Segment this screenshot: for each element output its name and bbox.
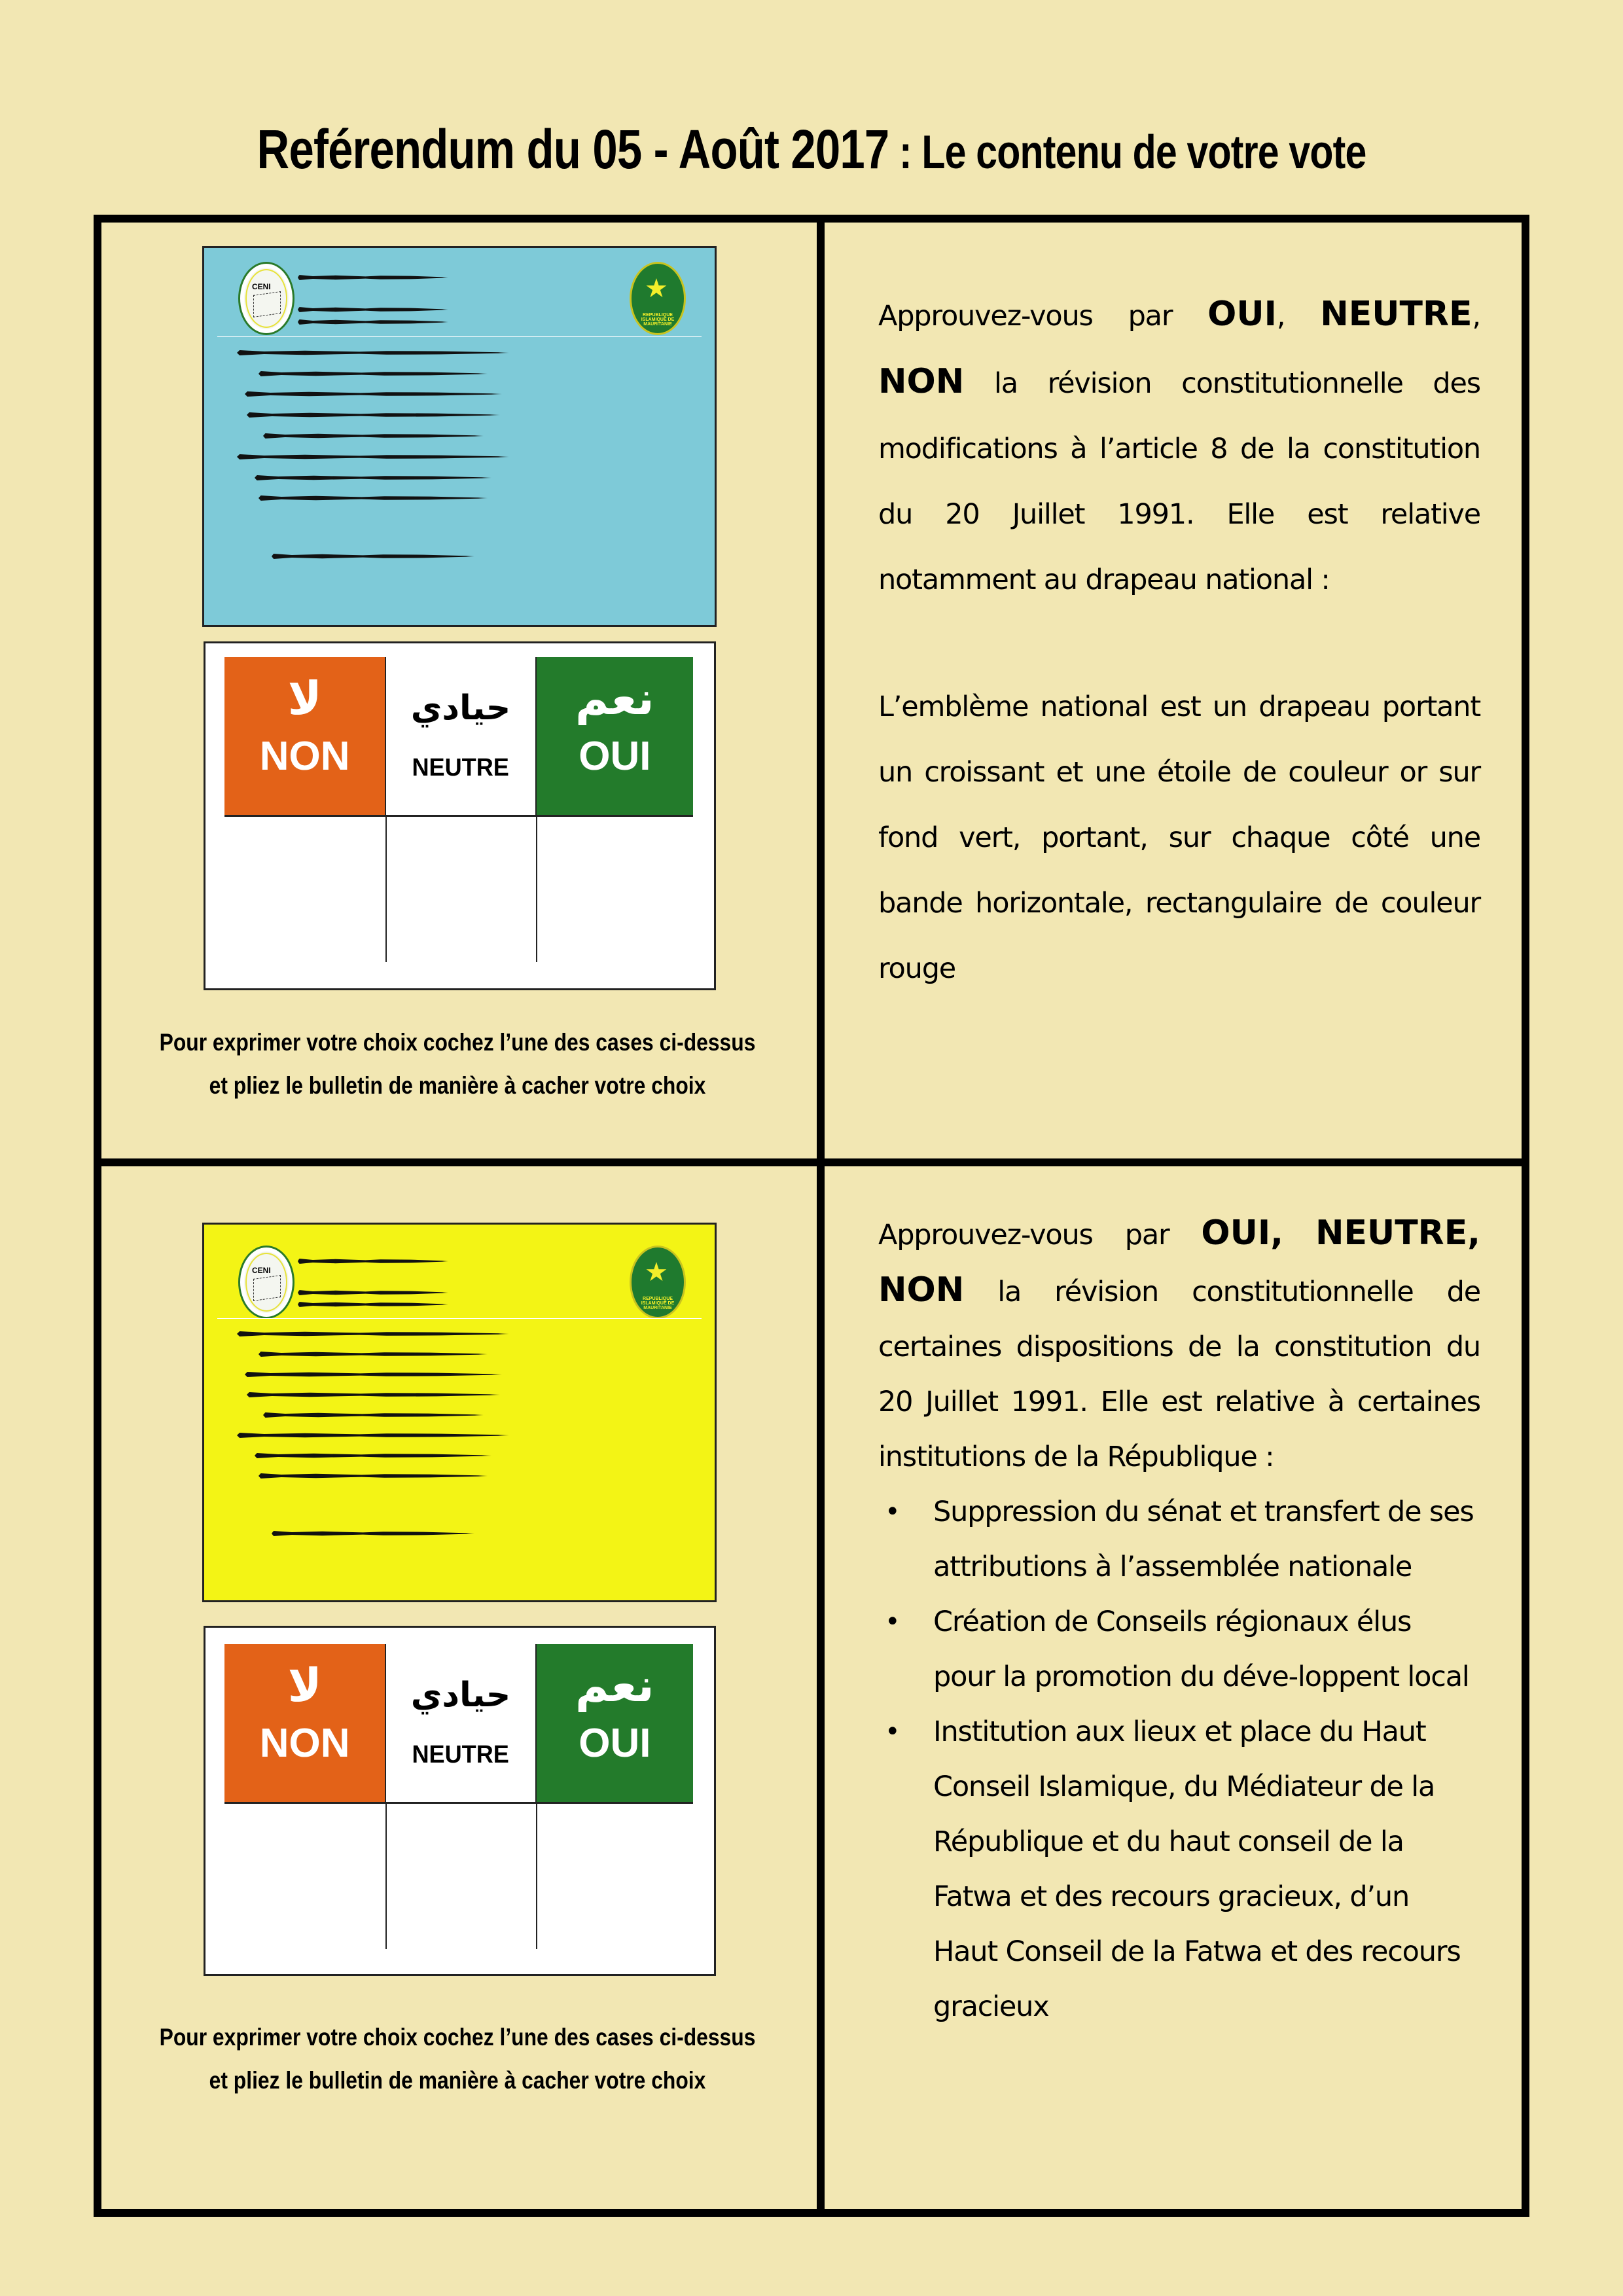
mauritania-emblem-icon: ★ REPUBLIQUE ISLAMIQUE DE MAURITANIE [630,262,686,335]
checkbox-divider [385,815,387,962]
bullet-icon: • [885,1607,900,1637]
option-non-label: NON [259,734,350,779]
redacted-line [259,371,488,376]
redacted-line [245,1372,502,1377]
separator [217,1318,702,1319]
option-non[interactable] [224,1644,386,1802]
option-oui-label: OUI [579,734,651,779]
list-item: • Création de Conseils régionaux élus pour la promotion du déve-loppent local [878,1594,1480,1704]
redacted-line [298,1302,448,1307]
list-item: • Suppression du sénat et transfert de ses attributions à l’assemblée nationale [878,1484,1480,1594]
option-headers [224,1644,693,1804]
ceni-seal-icon: CENI [238,1246,294,1319]
row-divider [94,1158,1529,1166]
ballot-sample-yellow [202,1223,717,1602]
ballot-instruction: Pour exprimer votre choix cochez l’une des cases ci-dessus et pliez le bulletin de manière à cacher votre choix [159,2024,756,2094]
question-1-detail: L’emblème national est un drapeau portant un croissant et une étoile de couleur or sur fond vert, portant, sur chaque côté une bande horizontale, rectangulaire de couleur rouge [878,691,1480,985]
redacted-line [245,391,502,397]
redacted-line [259,1473,488,1479]
option-neutre-arabic: حيادي [410,1676,511,1715]
title-subtitle: : Le contenu de votre vote [889,126,1366,179]
page-title [146,118,1477,181]
option-headers [224,657,693,817]
redacted-line [298,1259,448,1264]
option-neutre-arabic: حيادي [410,689,511,728]
option-non-label: NON [259,1721,350,1766]
redacted-line [247,412,500,418]
redacted-line [263,433,484,439]
option-non-arabic: لا [287,1659,322,1712]
ballot-sample-blue [202,246,717,627]
list-item: • Institution aux lieux et place du Haut Conseil Islamique, du Médiateur de la République et du haut conseil de la Fatwa et des recours gracieux, d’un Haut Conseil de la Fatwa et des recours gracieux [878,1704,1480,2034]
redacted-line [255,1453,491,1458]
option-oui[interactable] [537,657,693,815]
option-neutre[interactable] [386,657,536,815]
redacted-line [298,307,448,312]
option-oui[interactable] [537,1644,693,1802]
redacted-line [255,475,491,480]
ceni-seal-icon: CENI [238,262,294,335]
bullet-icon: • [885,1717,900,1747]
option-oui-label: OUI [579,1721,651,1766]
separator [217,336,702,337]
reform-list [878,1484,1480,2034]
column-divider [817,215,825,2217]
option-non[interactable] [224,657,386,815]
redacted-line [298,319,448,325]
checkbox-divider [536,1802,537,1949]
ballot-instruction: Pour exprimer votre choix cochez l’une des cases ci-dessus et pliez le bulletin de manière à cacher votre choix [159,1029,756,1099]
vote-options-box [204,1626,716,1976]
redacted-line [237,1433,509,1438]
redacted-line [237,1331,509,1336]
redacted-line [247,1392,500,1397]
checkbox-divider [385,1802,387,1949]
vote-options-box [204,641,716,990]
redacted-line [298,1290,448,1295]
title-date: Reférendum du 05 - Août 2017 [257,118,889,180]
option-oui-arabic: نعم [575,1659,654,1712]
redacted-line [259,1352,488,1357]
question-2: Approuvez-vous par OUI, NEUTRE, NON la révision constitutionnelle de certaines dispositions de la constitution du 20 Juillet 1991. Elle est relative à certaines institutions de la République : [878,1213,1480,1473]
mauritania-emblem-icon: ★ REPUBLIQUE ISLAMIQUE DE MAURITANIE [630,1246,686,1319]
question-1: Approuvez-vous par OUI, NEUTRE, NON la révision constitutionnelle des modifications à l’article 8 de la constitution du 20 Juillet 1991. Elle est relative notamment au drapeau national : [878,295,1480,596]
option-oui-arabic: نعم [575,672,654,725]
checkbox-divider [536,815,537,962]
redacted-line [237,350,509,355]
option-neutre-label: NEUTRE [412,754,510,781]
redacted-line [263,1412,484,1418]
redacted-line [272,554,474,559]
redacted-line [237,454,509,459]
option-non-arabic: لا [287,672,322,725]
option-neutre-label: NEUTRE [412,1741,510,1768]
bullet-icon: • [885,1497,900,1527]
redacted-line [272,1531,474,1536]
redacted-line [259,495,488,501]
option-neutre[interactable] [386,1644,536,1802]
redacted-line [298,275,448,280]
